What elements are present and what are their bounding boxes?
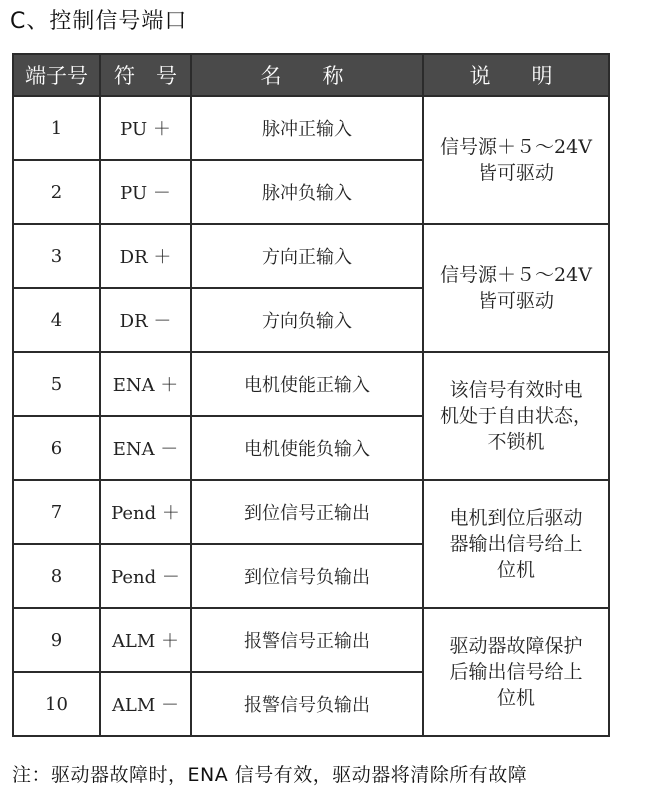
terminal-number: 5 bbox=[13, 352, 100, 416]
description-line: 电机到位后驱动 bbox=[449, 507, 583, 529]
description-line: 信号源＋５～24V bbox=[440, 264, 592, 286]
description-line: 器输出信号给上 bbox=[449, 533, 583, 555]
description-line: 该信号有效时电 bbox=[449, 379, 583, 401]
terminal-number: 6 bbox=[13, 416, 100, 480]
signal-name: 电机使能正输入 bbox=[191, 352, 423, 416]
signal-description bbox=[423, 480, 609, 608]
signal-name: 脉冲正输入 bbox=[191, 96, 423, 160]
signal-symbol: ENA ＋ bbox=[100, 352, 191, 416]
control-signal-port-table bbox=[12, 53, 610, 737]
terminal-number: 4 bbox=[13, 288, 100, 352]
signal-symbol: ALM ＋ bbox=[100, 608, 191, 672]
description-line: 不锁机 bbox=[487, 431, 545, 453]
signal-name: 方向正输入 bbox=[191, 224, 423, 288]
signal-symbol: DR ＋ bbox=[100, 224, 191, 288]
header-symbol: 符 号 bbox=[100, 54, 191, 96]
terminal-number: 2 bbox=[13, 160, 100, 224]
header-description: 说 明 bbox=[423, 54, 609, 96]
signal-name: 脉冲负输入 bbox=[191, 160, 423, 224]
signal-symbol: PU ＋ bbox=[100, 96, 191, 160]
signal-name: 到位信号正输出 bbox=[191, 480, 423, 544]
terminal-number: 1 bbox=[13, 96, 100, 160]
table-row bbox=[13, 352, 609, 416]
signal-description bbox=[423, 96, 609, 224]
table-header-row bbox=[13, 54, 609, 96]
signal-description bbox=[423, 224, 609, 352]
description-line: 信号源＋５～24V bbox=[440, 136, 592, 158]
header-terminal: 端子号 bbox=[13, 54, 100, 96]
signal-symbol: ENA － bbox=[100, 416, 191, 480]
description-line: 皆可驱动 bbox=[477, 162, 554, 184]
terminal-number: 7 bbox=[13, 480, 100, 544]
description-line: 机处于自由状态， bbox=[439, 405, 592, 427]
table-row bbox=[13, 608, 609, 672]
signal-symbol: Pend ＋ bbox=[100, 480, 191, 544]
header-name: 名 称 bbox=[191, 54, 423, 96]
table-row bbox=[13, 96, 609, 160]
signal-symbol: ALM － bbox=[100, 672, 191, 736]
footnote: 注：驱动器故障时，ENA 信号有效，驱动器将清除所有故障 bbox=[12, 764, 528, 786]
terminal-number: 10 bbox=[13, 672, 100, 736]
signal-symbol: Pend － bbox=[100, 544, 191, 608]
terminal-number: 9 bbox=[13, 608, 100, 672]
signal-name: 方向负输入 bbox=[191, 288, 423, 352]
table-row bbox=[13, 224, 609, 288]
signal-name: 报警信号负输出 bbox=[191, 672, 423, 736]
table-row bbox=[13, 480, 609, 544]
signal-name: 报警信号正输出 bbox=[191, 608, 423, 672]
signal-name: 到位信号负输出 bbox=[191, 544, 423, 608]
signal-description bbox=[423, 608, 609, 736]
section-heading: C、控制信号端口 bbox=[10, 9, 188, 34]
signal-symbol: PU － bbox=[100, 160, 191, 224]
terminal-number: 8 bbox=[13, 544, 100, 608]
signal-name: 电机使能负输入 bbox=[191, 416, 423, 480]
terminal-number: 3 bbox=[13, 224, 100, 288]
signal-symbol: DR － bbox=[100, 288, 191, 352]
description-line: 皆可驱动 bbox=[477, 290, 554, 312]
description-line: 驱动器故障保护 bbox=[449, 635, 583, 657]
description-line: 位机 bbox=[496, 559, 535, 581]
signal-description bbox=[423, 352, 609, 480]
description-line: 后输出信号给上 bbox=[449, 661, 583, 683]
description-line: 位机 bbox=[496, 687, 535, 709]
